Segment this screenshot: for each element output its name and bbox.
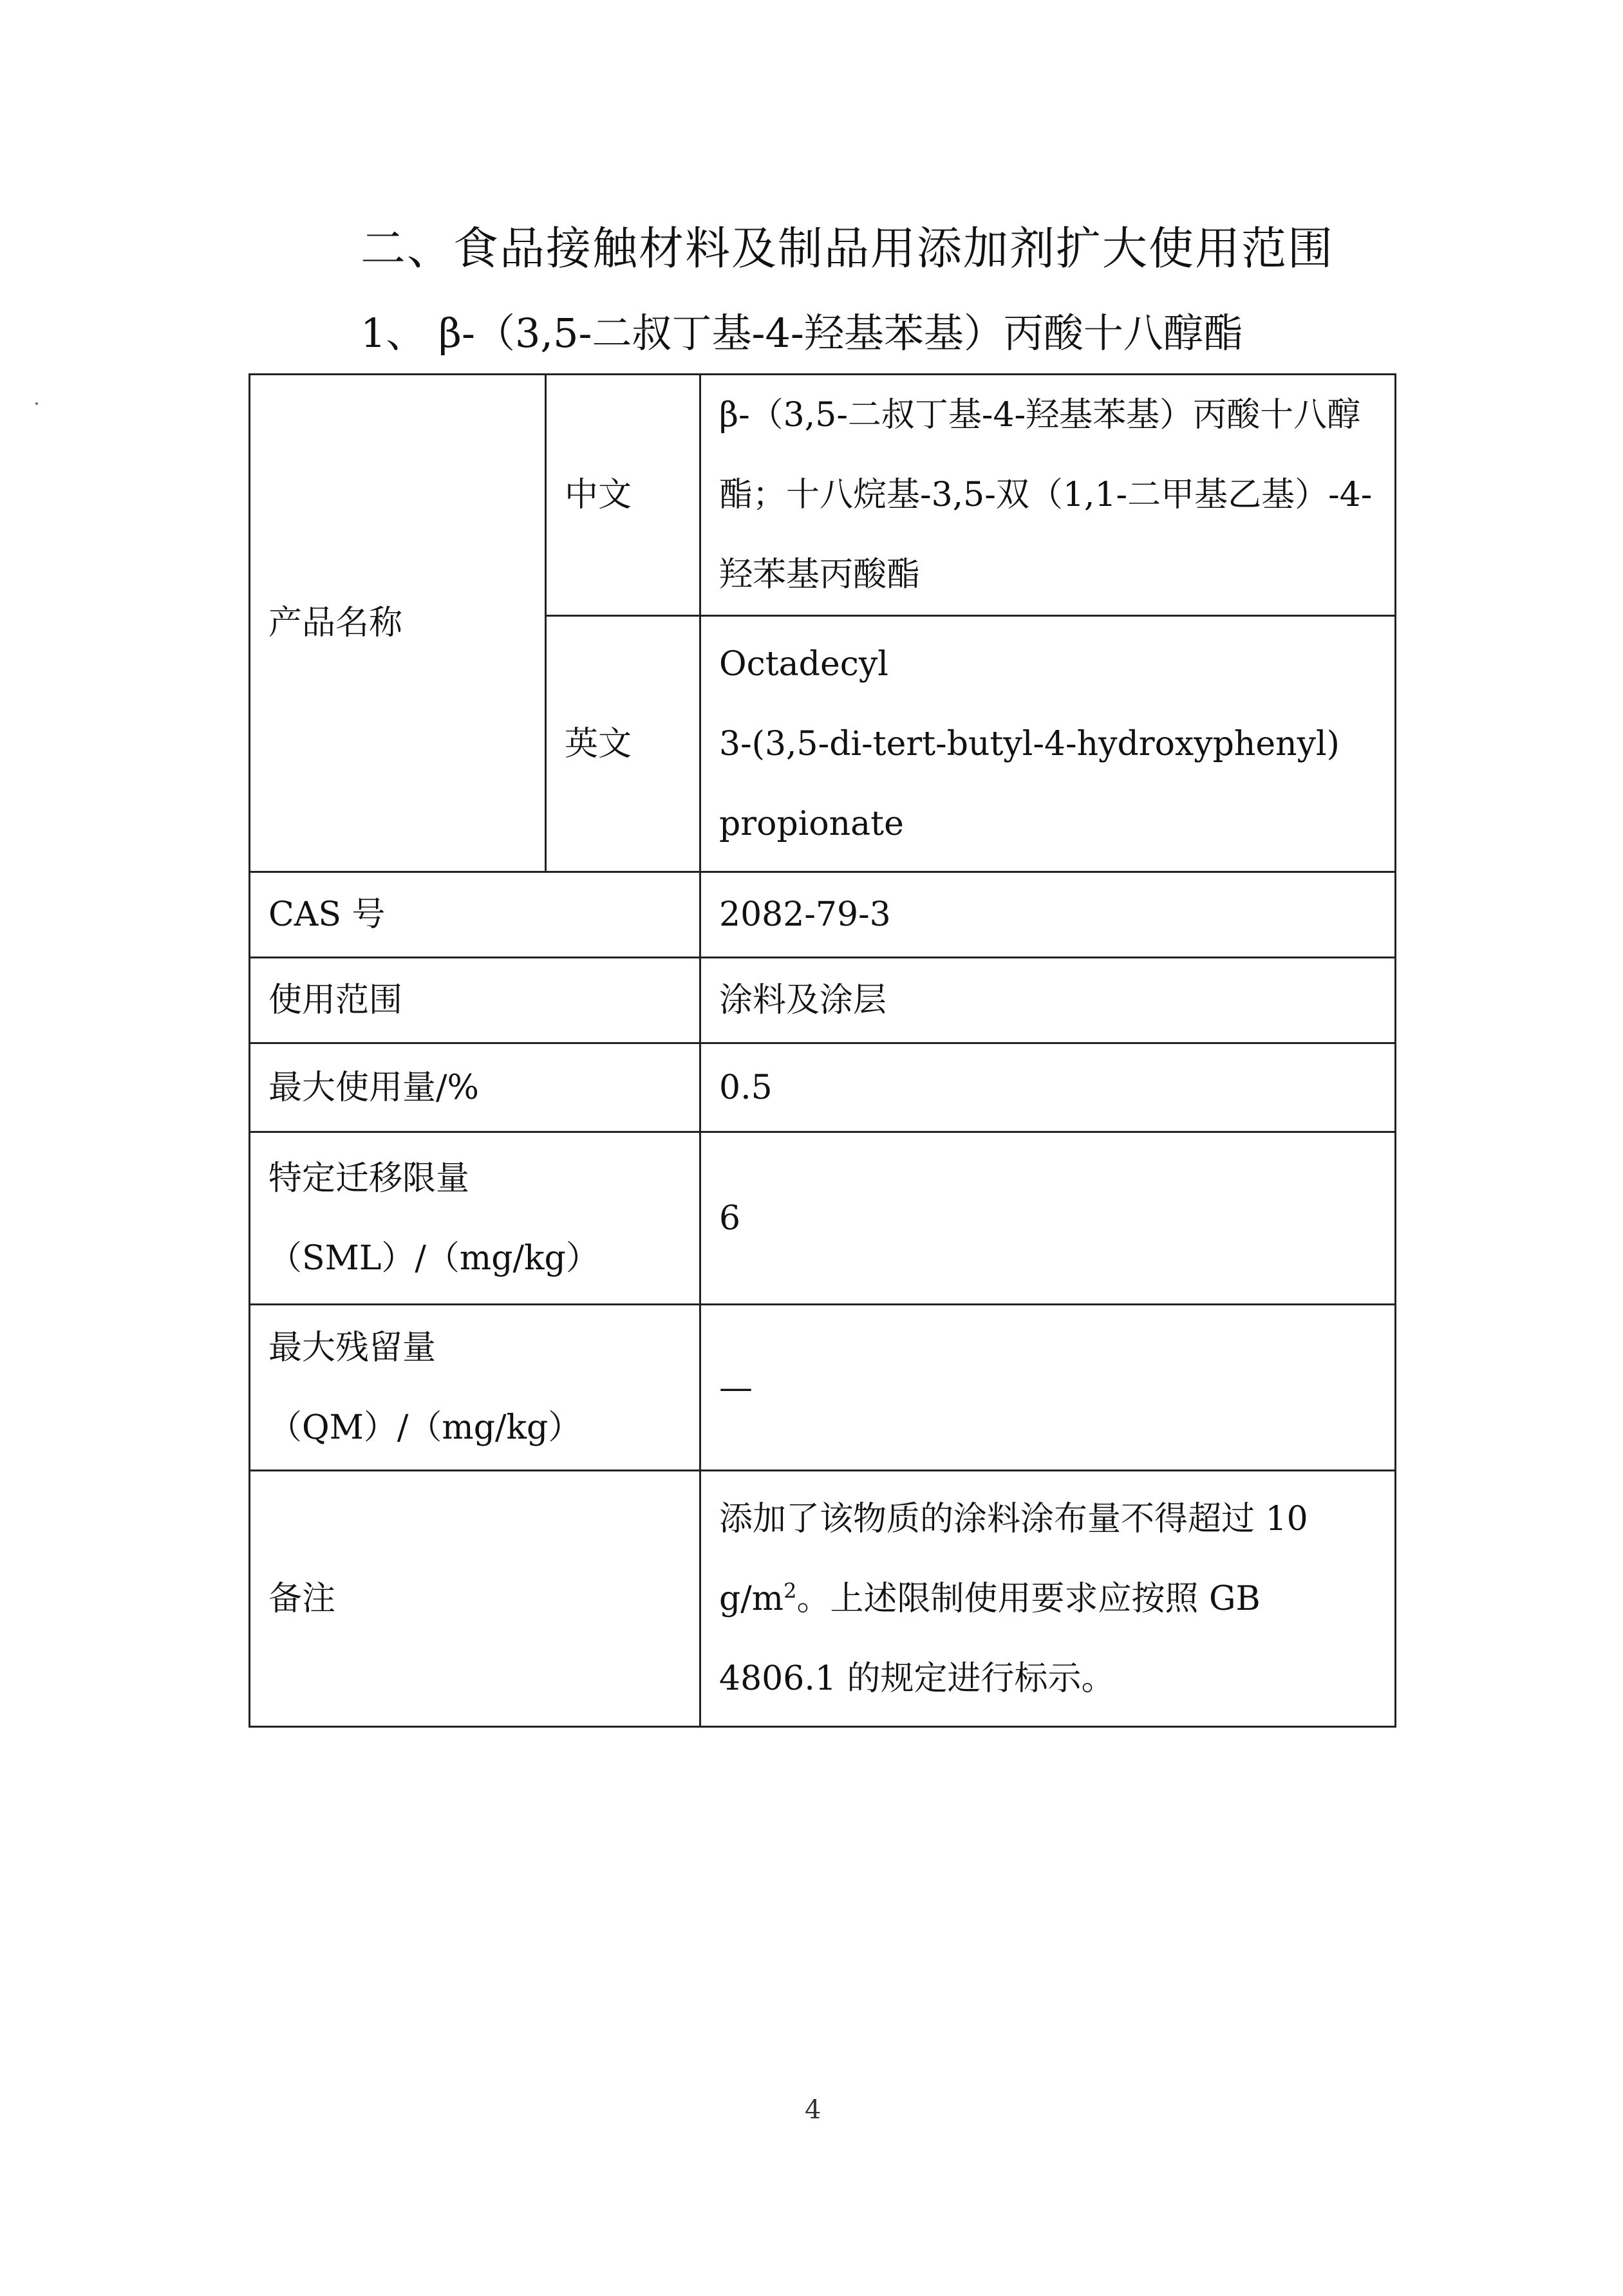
english-name-value <box>700 616 1396 872</box>
scan-speck <box>35 402 38 405</box>
qm-label-line: 最大残留量 <box>268 1328 436 1367</box>
additive-spec-table <box>249 373 1396 1728</box>
sml-label-line: 特定迁移限量 <box>268 1159 470 1198</box>
table-row <box>250 1043 1396 1132</box>
english-name-line: propionate <box>719 804 904 843</box>
note-value <box>700 1471 1396 1727</box>
english-name-line: Octadecyl <box>719 644 888 684</box>
table-row <box>250 1471 1396 1727</box>
page-number: 4 <box>805 2095 821 2125</box>
product-name-label: 产品名称 <box>250 375 546 872</box>
table-row <box>250 872 1396 958</box>
scope-value: 涂料及涂层 <box>700 958 1396 1043</box>
note-text: 添加了该物质的涂料涂布量不得超过 10 g/m <box>719 1499 1308 1618</box>
table-row <box>250 958 1396 1043</box>
item-title: 1、 β-（3,5-二叔丁基-4-羟基苯基）丙酸十八醇酯 <box>361 310 1243 357</box>
sml-label <box>250 1132 700 1305</box>
table-row <box>250 1305 1396 1471</box>
sml-value: 6 <box>700 1132 1396 1305</box>
cas-label: CAS 号 <box>250 872 700 958</box>
note-superscript: 2 <box>783 1578 797 1603</box>
cas-value: 2082-79-3 <box>700 872 1396 958</box>
section-heading: 二、食品接触材料及制品用添加剂扩大使用范围 <box>361 222 1334 275</box>
chinese-label: 中文 <box>546 375 700 616</box>
table-row <box>250 1132 1396 1305</box>
sml-label-line: （SML）/（mg/kg） <box>268 1238 599 1278</box>
table-row <box>250 375 1396 616</box>
english-label: 英文 <box>546 616 700 872</box>
max-use-label: 最大使用量/% <box>250 1043 700 1132</box>
scope-label: 使用范围 <box>250 958 700 1043</box>
qm-value: — <box>700 1305 1396 1471</box>
note-label: 备注 <box>250 1471 700 1727</box>
qm-label-line: （QM）/（mg/kg） <box>268 1408 582 1447</box>
chinese-name-value: β-（3,5-二叔丁基-4-羟基苯基）丙酸十八醇酯；十八烷基-3,5-双（1,1-二甲基乙基）-4-羟苯基丙酸酯 <box>700 375 1396 616</box>
qm-label <box>250 1305 700 1471</box>
max-use-value: 0.5 <box>700 1043 1396 1132</box>
english-name-line: 3-(3,5-di-tert-butyl-4-hydroxyphenyl) <box>719 724 1340 763</box>
note-text: 。上述限制使用要求应按照 GB 4806.1 的规定进行标示。 <box>719 1579 1261 1698</box>
